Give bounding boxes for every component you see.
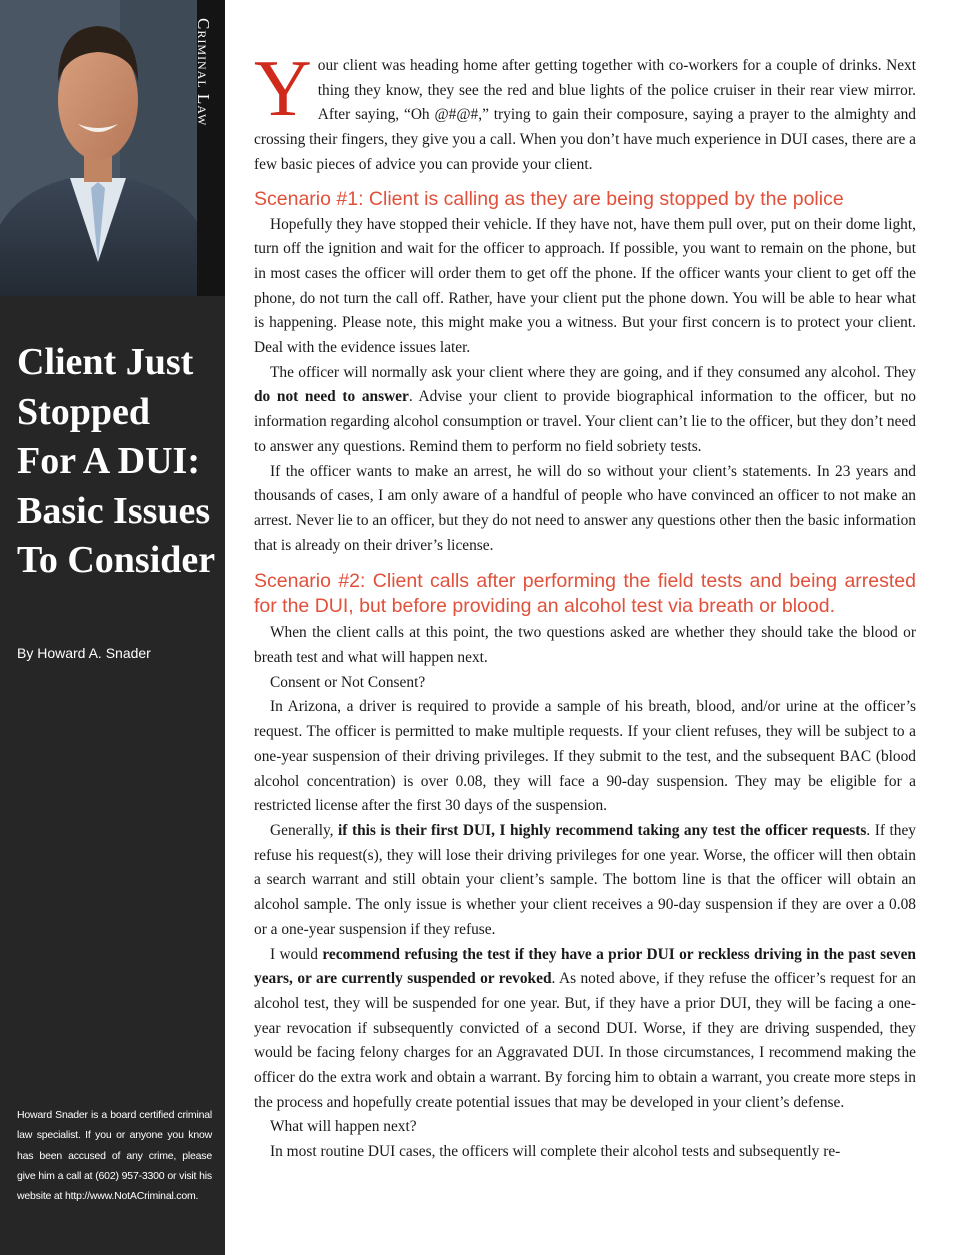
scenario-1-paragraph-2 (254, 361, 916, 460)
paragraph-text: . As noted above, if they refuse the officer’s request for an alcohol test, they will be suspended for one year. But, if they have a prior DUI, they will be facing a one-year revocation if subsequently convicted of a second DUI. Worse, if they are driving suspended, they would be facing felony charges for an Aggravated DUI. In those circumstances, I recommend making the officer do the extra work and obtain a warrant. By forcing him to obtain a warrant, you create more steps in the process and hopefully create potential issues that may be developed in your client’s defense. (254, 970, 916, 1111)
paragraph-text: I would (270, 945, 323, 963)
paragraph-text: The officer will normally ask your client where they are going, and if they consumed any alcohol. They (270, 363, 916, 381)
scenario-2-paragraph-4 (254, 819, 916, 943)
byline: By Howard A. Snader (17, 645, 151, 661)
scenario-2-paragraph-3: In Arizona, a driver is required to provide a sample of his breath, blood, and/or urine at the officer’s request. The officer is permitted to make multiple requests. If your client refuses, they will be subject to a one-year suspension of their driving privileges. If they submit to the test, and the subsequent BAC (blood alcohol concentration) is over 0.08, they will face a 90-day suspension. They may be eligible for a restricted license after the first 30 days of the suspension. (254, 698, 916, 815)
scenario-1-paragraph-3: If the officer wants to make an arrest, he will do so without your client’s statements. In 23 years and thousands of cases, I am only aware of a handful of people who have convinced an officer to not make an arrest. Never lie to an officer, but they do not need to answer any questions other then the basic information that is already on their driver’s license. (254, 462, 916, 554)
scenario-2-paragraph-1: When the client calls at this point, the two questions asked are whether they should take the blood or breath test and what will happen next. (254, 624, 916, 667)
author-photo (0, 0, 197, 296)
paragraph-text: Generally, (270, 821, 339, 839)
drop-cap: Y (254, 45, 312, 133)
emphasis-text: do not need to answer (254, 388, 409, 406)
subheading-consent: Consent or Not Consent? (270, 673, 426, 691)
scenario-1-paragraph-1: Hopefully they have stopped their vehicle. If they have not, have them pull over, put on their dome light, turn off the ignition and wait for the officer to approach. If possible, you want to remain on the phone, but in most cases the officer will order them to get off the phone. If the officer wants your client to get off the phone, do not turn the call off. Rather, have your client put the phone down. You will be able to hear what is happening. Please note, this might make you a witness. But your first concern is to protect your client. Deal with the evidence issues later. (254, 215, 916, 357)
scenario-1-heading: Scenario #1: Client is calling as they are being stopped by the police (254, 187, 844, 210)
sidebar (0, 0, 225, 1255)
scenario-2-heading: Scenario #2: Client calls after performing the field tests and being arrested for the DUI, but before providing an alcohol test via breath or blood. (254, 570, 916, 618)
paragraph-text: . Advise your client to provide biographical information to the officer, but no information regarding alcohol consumption or travel. Your client can’t lie to the officer, but they don’t need to answer any questions. Remind them to perform no field sobriety tests. (254, 388, 916, 455)
article-headline: Client Just Stopped For A DUI: Basic Issues To Consider (17, 341, 216, 581)
emphasis-text: if this is their first DUI, I highly recommend taking any test the officer requests (338, 821, 867, 839)
article-body (254, 45, 916, 1165)
scenario-2-paragraph-5 (254, 943, 916, 1116)
section-label: Criminal Law (194, 18, 213, 127)
emphasis-text: recommend refusing the test if they have a prior DUI or reckless driving in the past seven years, or are currently suspended or revoked (254, 945, 916, 988)
subheading-what-next: What will happen next? (270, 1118, 417, 1136)
intro-paragraph: our client was heading home after getting together with co-workers for a couple of drinks. Next thing they know, they see the red and blue lights of the police cruiser in their rear view mirror. After saying, “Oh @#@#,” trying to gain their composure, saying a prayer to the almighty and crossing their fingers, they give you a call. When you don’t have much experience in DUI cases, there are a few basic pieces of advice you can provide your client. (254, 57, 916, 173)
scenario-2-paragraph-7: In most routine DUI cases, the officers will complete their alcohol tests and subsequently re- (270, 1143, 841, 1161)
paragraph-text: . If they refuse his request(s), they will lose their driving privileges for one year. Worse, the officer will then obtain a search warrant and still obtain your client’s sample. The bottom line is that the officer will obtain an alcohol sample. The only issue is whether your client receives a 90-day suspension if they are over a 0.08 or a one-year suspension if they refuse. (254, 821, 916, 938)
author-bio: Howard Snader is a board certified criminal law specialist. If you or anyone you know has been accused of any crime, please give him a call at (602) 957-3300 or visit his website at http://www.NotACriminal.com. (17, 1109, 212, 1203)
